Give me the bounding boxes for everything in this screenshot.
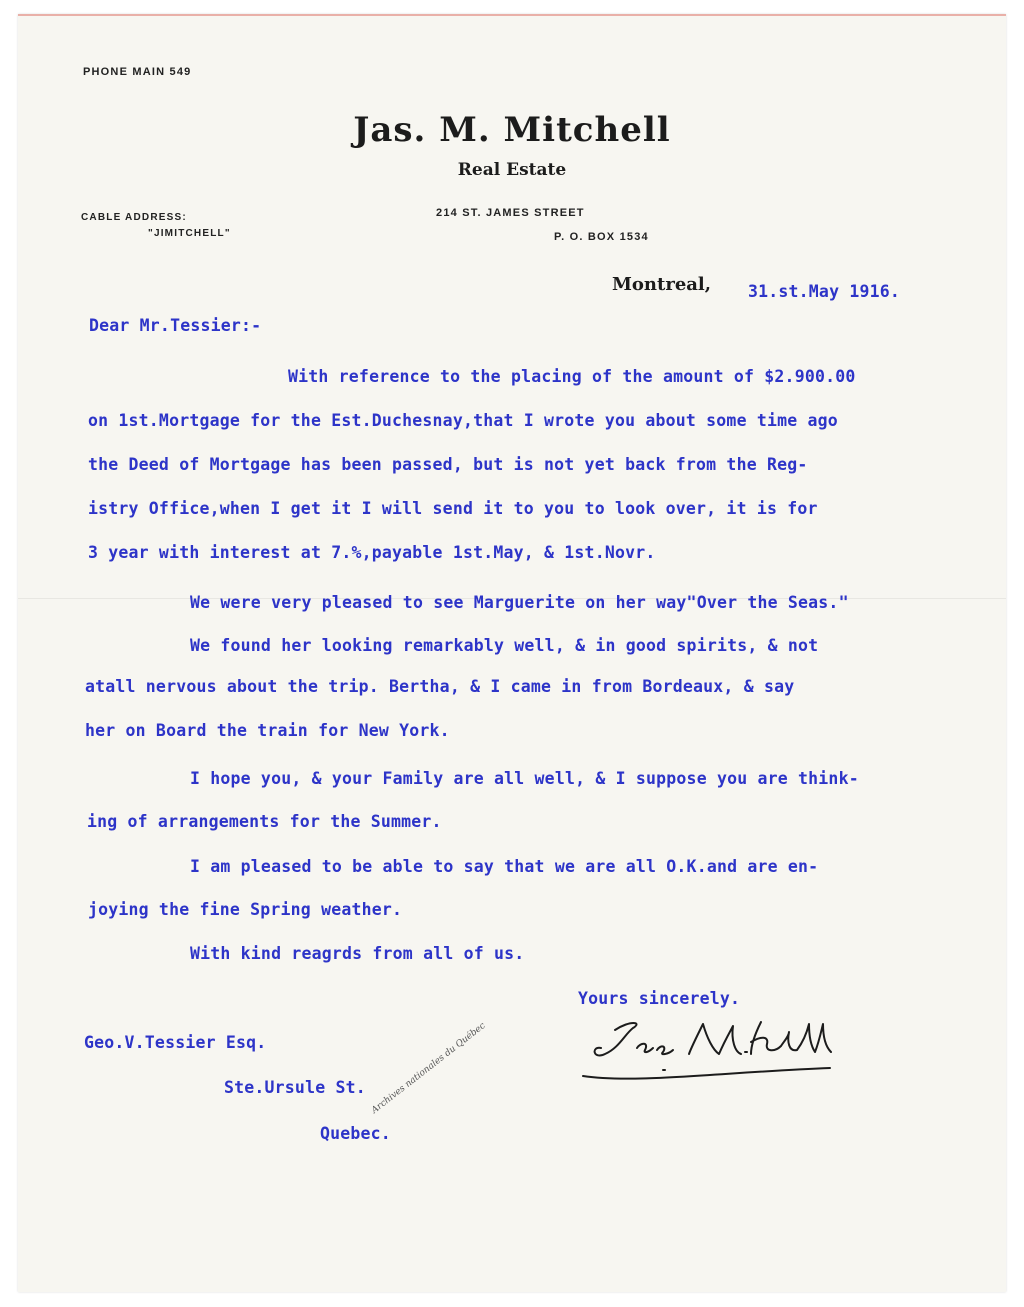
- dateline-date: 31.st.May 1916.: [748, 282, 901, 301]
- po-box: P. O. BOX 1534: [554, 231, 649, 243]
- body-line: I hope you, & your Family are all well, & I suppose you are think-: [190, 769, 859, 788]
- cable-address-value: "JIMITCHELL": [148, 228, 231, 239]
- signature-image: [575, 1010, 840, 1090]
- phone-number: PHONE MAIN 549: [83, 66, 192, 78]
- body-line: 3 year with interest at 7.%,payable 1st.May, & 1st.Novr.: [88, 543, 656, 562]
- salutation: Dear Mr.Tessier:-: [89, 316, 262, 335]
- body-line: the Deed of Mortgage has been passed, but is not yet back from the Reg-: [88, 455, 808, 474]
- body-line: her on Board the train for New York.: [85, 721, 450, 740]
- street-address: 214 ST. JAMES STREET: [436, 207, 585, 219]
- company-name: Jas. M. Mitchell: [353, 110, 671, 150]
- addressee-street: Ste.Ursule St.: [224, 1078, 366, 1097]
- addressee-city: Quebec.: [320, 1124, 391, 1143]
- body-line: atall nervous about the trip. Bertha, & I came in from Bordeaux, & say: [85, 677, 795, 696]
- cable-address-label: CABLE ADDRESS:: [81, 212, 187, 223]
- body-line: We were very pleased to see Marguerite on her way"Over the Seas.": [190, 593, 849, 612]
- body-line: on 1st.Mortgage for the Est.Duchesnay,that I wrote you about some time ago: [88, 411, 838, 430]
- company-trade: Real Estate: [457, 160, 567, 180]
- closing: Yours sincerely.: [578, 989, 741, 1008]
- body-line: We found her looking remarkably well, & in good spirits, & not: [190, 636, 819, 655]
- archive-stamp: Archives nationales du Québec: [370, 1020, 488, 1116]
- body-line: With reference to the placing of the amount of $2.900.00: [288, 367, 856, 386]
- body-line: I am pleased to be able to say that we are all O.K.and are en-: [190, 857, 819, 876]
- body-line: istry Office,when I get it I will send it to you to look over, it is for: [88, 499, 818, 518]
- dateline-city: Montreal,: [612, 274, 712, 295]
- addressee-name: Geo.V.Tessier Esq.: [84, 1033, 267, 1052]
- body-line: With kind reagrds from all of us.: [190, 944, 525, 963]
- body-line: joying the fine Spring weather.: [88, 900, 403, 919]
- body-line: ing of arrangements for the Summer.: [87, 812, 442, 831]
